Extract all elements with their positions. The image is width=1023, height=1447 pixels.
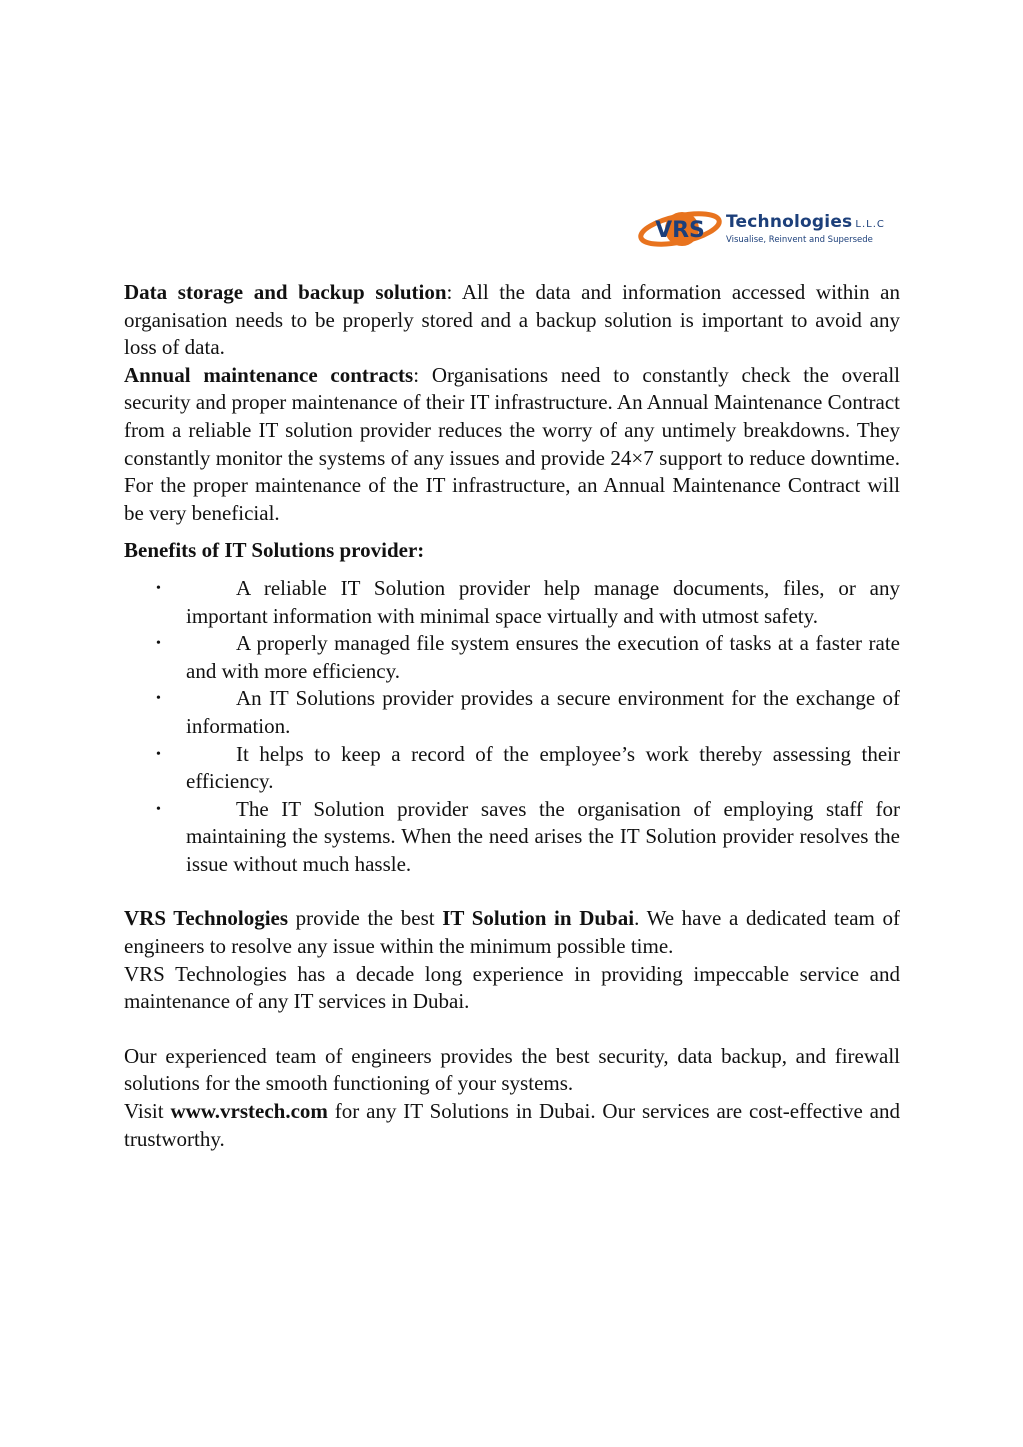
list-item: • An IT Solutions provider provides a secure environment for the exchange of information. xyxy=(156,686,900,738)
data-storage-paragraph xyxy=(124,279,900,362)
website-link[interactable]: www.vrstech.com xyxy=(170,1099,328,1124)
list-item: • It helps to keep a record of the employee’s work thereby assessing their efficiency. xyxy=(156,741,900,794)
bullet-icon: • xyxy=(156,636,161,652)
vrs-paragraph: VRS Technologies provide the best IT Solution in Dubai. We have a dedicated team of engineers to resolve any issue within the minimum possible time. xyxy=(124,906,900,959)
logo-suffix: L.L.C xyxy=(855,219,885,230)
amc-body: : Organisations need to constantly check the overall security and proper maintenance of their IT infrastructure. An Annual Maintenance Contract from a reliable IT solution provider reduces the worry of any untimely breakdowns. They constantly monitor the systems of any issues and provide 24×7 support to reduce downtime. For the proper maintenance of the IT infrastructure, an Annual Maintenance Contract will be very beneficial. xyxy=(124,362,900,525)
visit-paragraph: Visit www.vrstech.com for any IT Solutions in Dubai. Our services are cost-effective and trustworthy. xyxy=(124,1099,900,1151)
bullet-icon: • xyxy=(156,746,161,762)
highlight-it-solution: IT Solution in Dubai xyxy=(442,906,635,931)
bullet-icon: • xyxy=(156,801,161,817)
list-item: • A reliable IT Solution provider help manage documents, files, or any important information with minimal space virtually and with utmost safety. xyxy=(156,575,900,628)
list-item: • The IT Solution provider saves the organisation of employing staff for maintaining the systems. When the need arises the IT Solution provider resolves the issue without much hassle. xyxy=(156,796,900,876)
list-item: • A properly managed file system ensures the execution of tasks at a faster rate and with more efficiency. xyxy=(156,631,900,683)
company-name: VRS Technologies xyxy=(124,906,289,931)
team-paragraph: Our experienced team of engineers provides the best security, data backup, and firewall solutions for the smooth functioning of your systems. xyxy=(124,1043,900,1096)
company-logo xyxy=(638,200,900,258)
experience-paragraph: VRS Technologies has a decade long experience in providing impeccable service and maintenance of any IT services in Dubai. xyxy=(124,961,900,1014)
data-storage-title: Data storage and backup solution xyxy=(124,280,447,304)
logo-tagline: Visualise, Reinvent and Supersede xyxy=(726,235,873,245)
benefits-list xyxy=(124,575,900,879)
amc-paragraph xyxy=(124,362,900,528)
logo-mark-text: VRS xyxy=(655,218,705,243)
logo-name: Technologies L.L.C xyxy=(726,212,885,232)
bullet-icon: • xyxy=(156,691,161,707)
data-storage-body: : All the data and information accessed within an organisation needs to be properly stored and a backup solution is important to avoid any loss of data. xyxy=(124,280,901,360)
benefits-heading: Benefits of IT Solutions provider: xyxy=(124,538,425,563)
amc-title: Annual maintenance contracts xyxy=(124,362,414,387)
document-body xyxy=(124,279,900,1153)
vrs-logo-icon xyxy=(638,202,722,256)
bullet-icon: • xyxy=(156,580,161,596)
